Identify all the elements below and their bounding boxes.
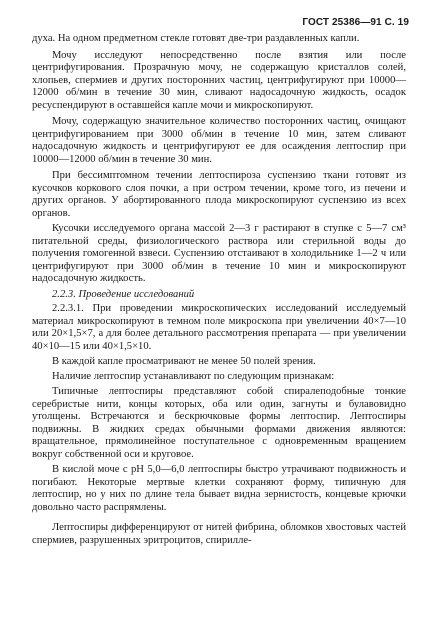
document-body (32, 33, 406, 549)
paragraph: В кислой моче с pH 5,0—6,0 лептоспиры быстро утрачивают подвижность и погибают. Некоторые мертвые клетки сохраняют форму, типичную для лептоспир, но у них по длине тела бывает видна зернистость, концевые крючки довольно часто распрямлены. (32, 464, 406, 513)
section-heading: 2.2.3. Проведение исследований (52, 288, 195, 300)
paragraph: В каждой капле просматривают не менее 50 полей зрения. (52, 356, 316, 367)
paragraph: При бессимптомном течении лептоспироза суспензию ткани готовят из кусочков коркового слоя почки, а при остром течении, кроме того, из печени и других органов. У абортированного плода микроскопируют суспензию из всех органов. (32, 170, 406, 219)
paragraph: 2.2.3.1. При проведении микроскопических исследований исследуемый материал микроскопируют в темном поле микроскопа при увеличении 40×7—10 или 20×1,5×7, а для более детального рассмотрения препарата — при увеличении 40×10—15 или 40×1,5×10. (32, 303, 406, 352)
paragraph: Типичные лептоспиры представляют собой спиралеподобные тонкие серебристые нити, концы которых, оба или один, загнуты и булавовидно утолщены. Встречаются и бескрючковые формы лептоспир. Лептоспиры подвижны. В жидких средах обычными формами движения являются: вращательное, прямолинейное поступательное с одновременным вращением вокруг собственной оси и круговое. (32, 386, 406, 460)
paragraph: Мочу исследуют непосредственно после взятия или после центрифугирования. Прозрачную мочу, не содержащую кристаллов солей, хлопьев, спермиев и других посторонних частиц, центрифугируют при 10000—12000 об/мин в течение 30 мин, сливают надосадочную жидкость, осадок ресуспендируют в оставшейся капле мочи и микроскопируют. (32, 49, 406, 111)
paragraph: Кусочки исследуемого органа массой 2—3 г растирают в ступке с 5—7 см³ питательной среды, физиологического раствора или стерильной воды до получения гомогенной взвеси. Суспензию отстаивают в холодильнике 1—2 ч или центрифугируют при 3000 об/мин в течение 10 мин и микроскопируют надосадочную жидкость. (32, 223, 406, 284)
paragraph: Лептоспиры дифференцируют от нитей фибрина, обломков хвостовых частей спермиев, разрушенных эритроцитов, спирилле- (32, 522, 406, 546)
paragraph: духа. На одном предметном стекле готовят две-три раздавленных капли. (32, 33, 360, 44)
paragraph: Мочу, содержащую значительное количество посторонних частиц, очищают центрифугированием при 3000 об/мин в течение 10 мин, затем сливают надосадочную жидкость и центрифугируют ее для осаждения лептоспир при 10000—12000 об/мин в течение 30 мин. (32, 116, 406, 165)
page-header: ГОСТ 25386—91 С. 19 (302, 17, 409, 28)
paragraph: Наличие лептоспир устанавливают по следующим признакам: (52, 370, 335, 382)
